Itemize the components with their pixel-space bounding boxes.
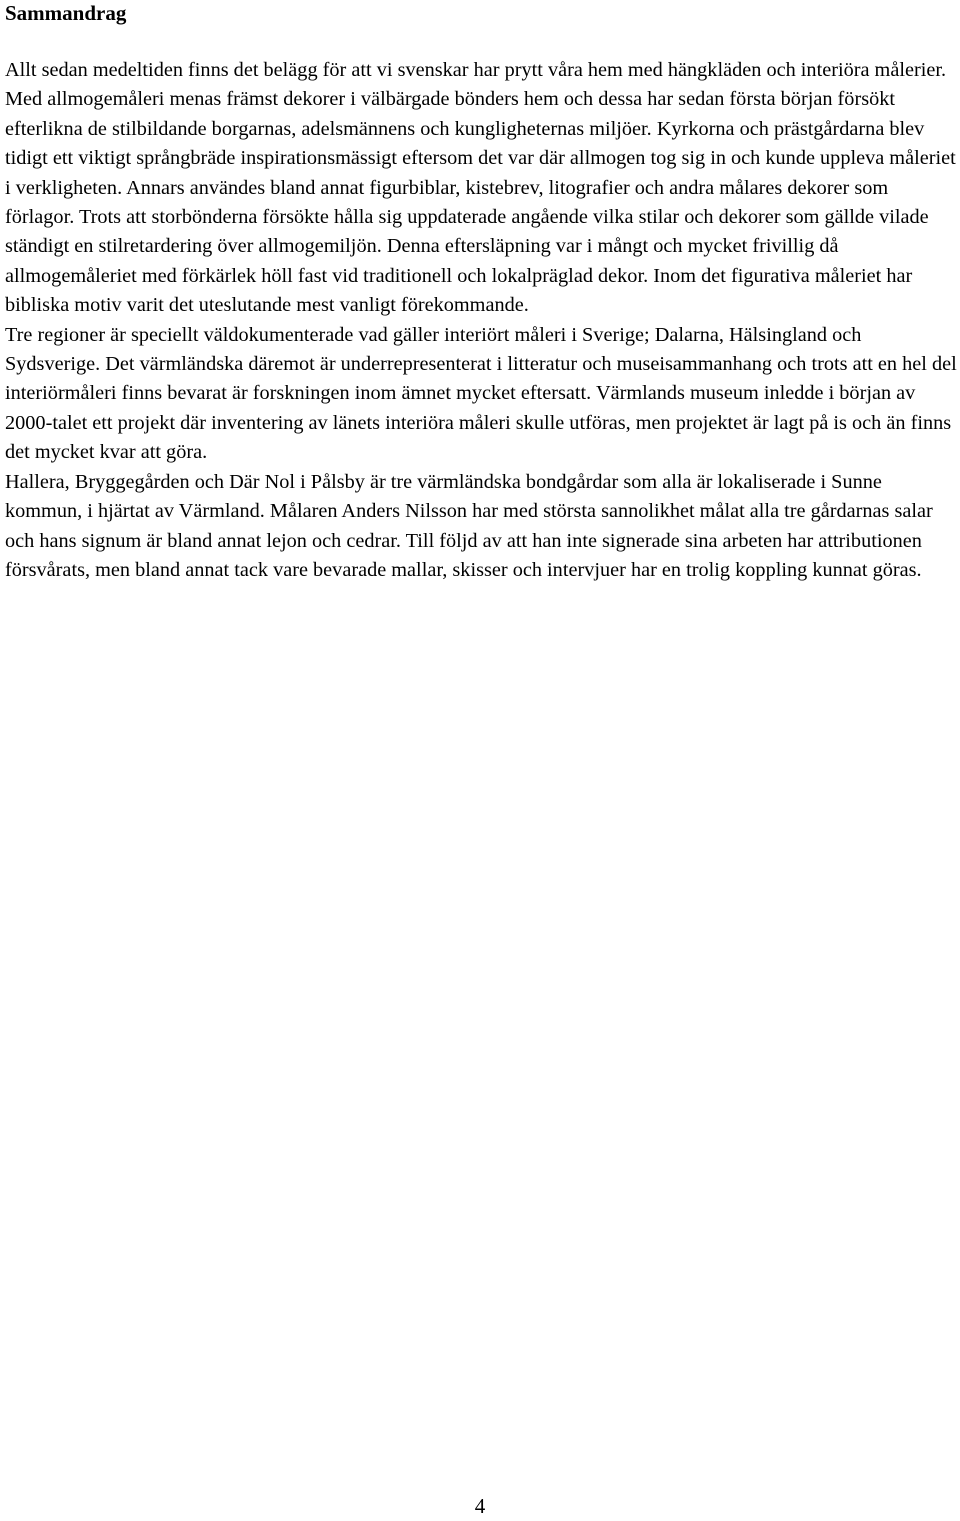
- paragraph-3: Hallera, Bryggegården och Där Nol i Pålsby är tre värmländska bondgårdar som alla är lokaliserade i Sunne kommun, i hjärtat av Värmland. Målaren Anders Nilsson har med största sannolikhet målat alla tre gårdarnas salar och hans signum är bland annat lejon och cedrar. Till följd av att han inte signerade sina arbeten har attributionen försvårats, men bland annat tack vare bevarade mallar, skisser och intervjuer har en trolig koppling kunnat göras.: [5, 470, 933, 581]
- document-page: [5, 0, 957, 585]
- page-title: Sammandrag: [5, 1, 127, 25]
- page-number: 4: [474, 1494, 486, 1518]
- paragraph-1: Allt sedan medeltiden finns det belägg för att vi svenskar har prytt våra hem med hängkläden och interiöra målerier. Med allmogemåleri menas främst dekorer i välbärgade bönders hem och dessa har sedan första början försökt efterlikna de stilbildande borgarnas, adelsmännens och kungligheternas miljöer. Kyrkorna och prästgårdarna blev tidigt ett viktigt språngbräde inspirationsmässigt eftersom det var där allmogen tog sig in och kunde uppleva måleriet i verkligheten. Annars användes bland annat figurbiblar, kistebrev, litografier och andra målares dekorer som förlagor. Trots att storbönderna försökte hålla sig uppdaterade angående vilka stilar och dekorer som gällde vilade ständigt en stilretardering över allmogemiljön. Denna eftersläpning var i mångt och mycket frivillig då allmogemåleriet med förkärlek höll fast vid traditionell och lokalpräglad dekor. Inom det figurativa måleriet har bibliska motiv varit det uteslutande mest vanligt förekommande.: [5, 59, 956, 317]
- paragraph-2: Tre regioner är speciellt väldokumenterade vad gäller interiört måleri i Sverige; Dalarna, Hälsingland och Sydsverige. Det värmländska däremot är underrepresenterat i litteratur och museisammanhang och trots att en hel del interiörmåleri finns bevarat är forskningen inom ämnet mycket eftersatt. Värmlands museum inledde i början av 2000-talet ett projekt där inventering av länets interiöra måleri skulle utföras, men projektet är lagt på is och än finns det mycket kvar att göra.: [5, 323, 957, 464]
- summary-body: [5, 56, 957, 585]
